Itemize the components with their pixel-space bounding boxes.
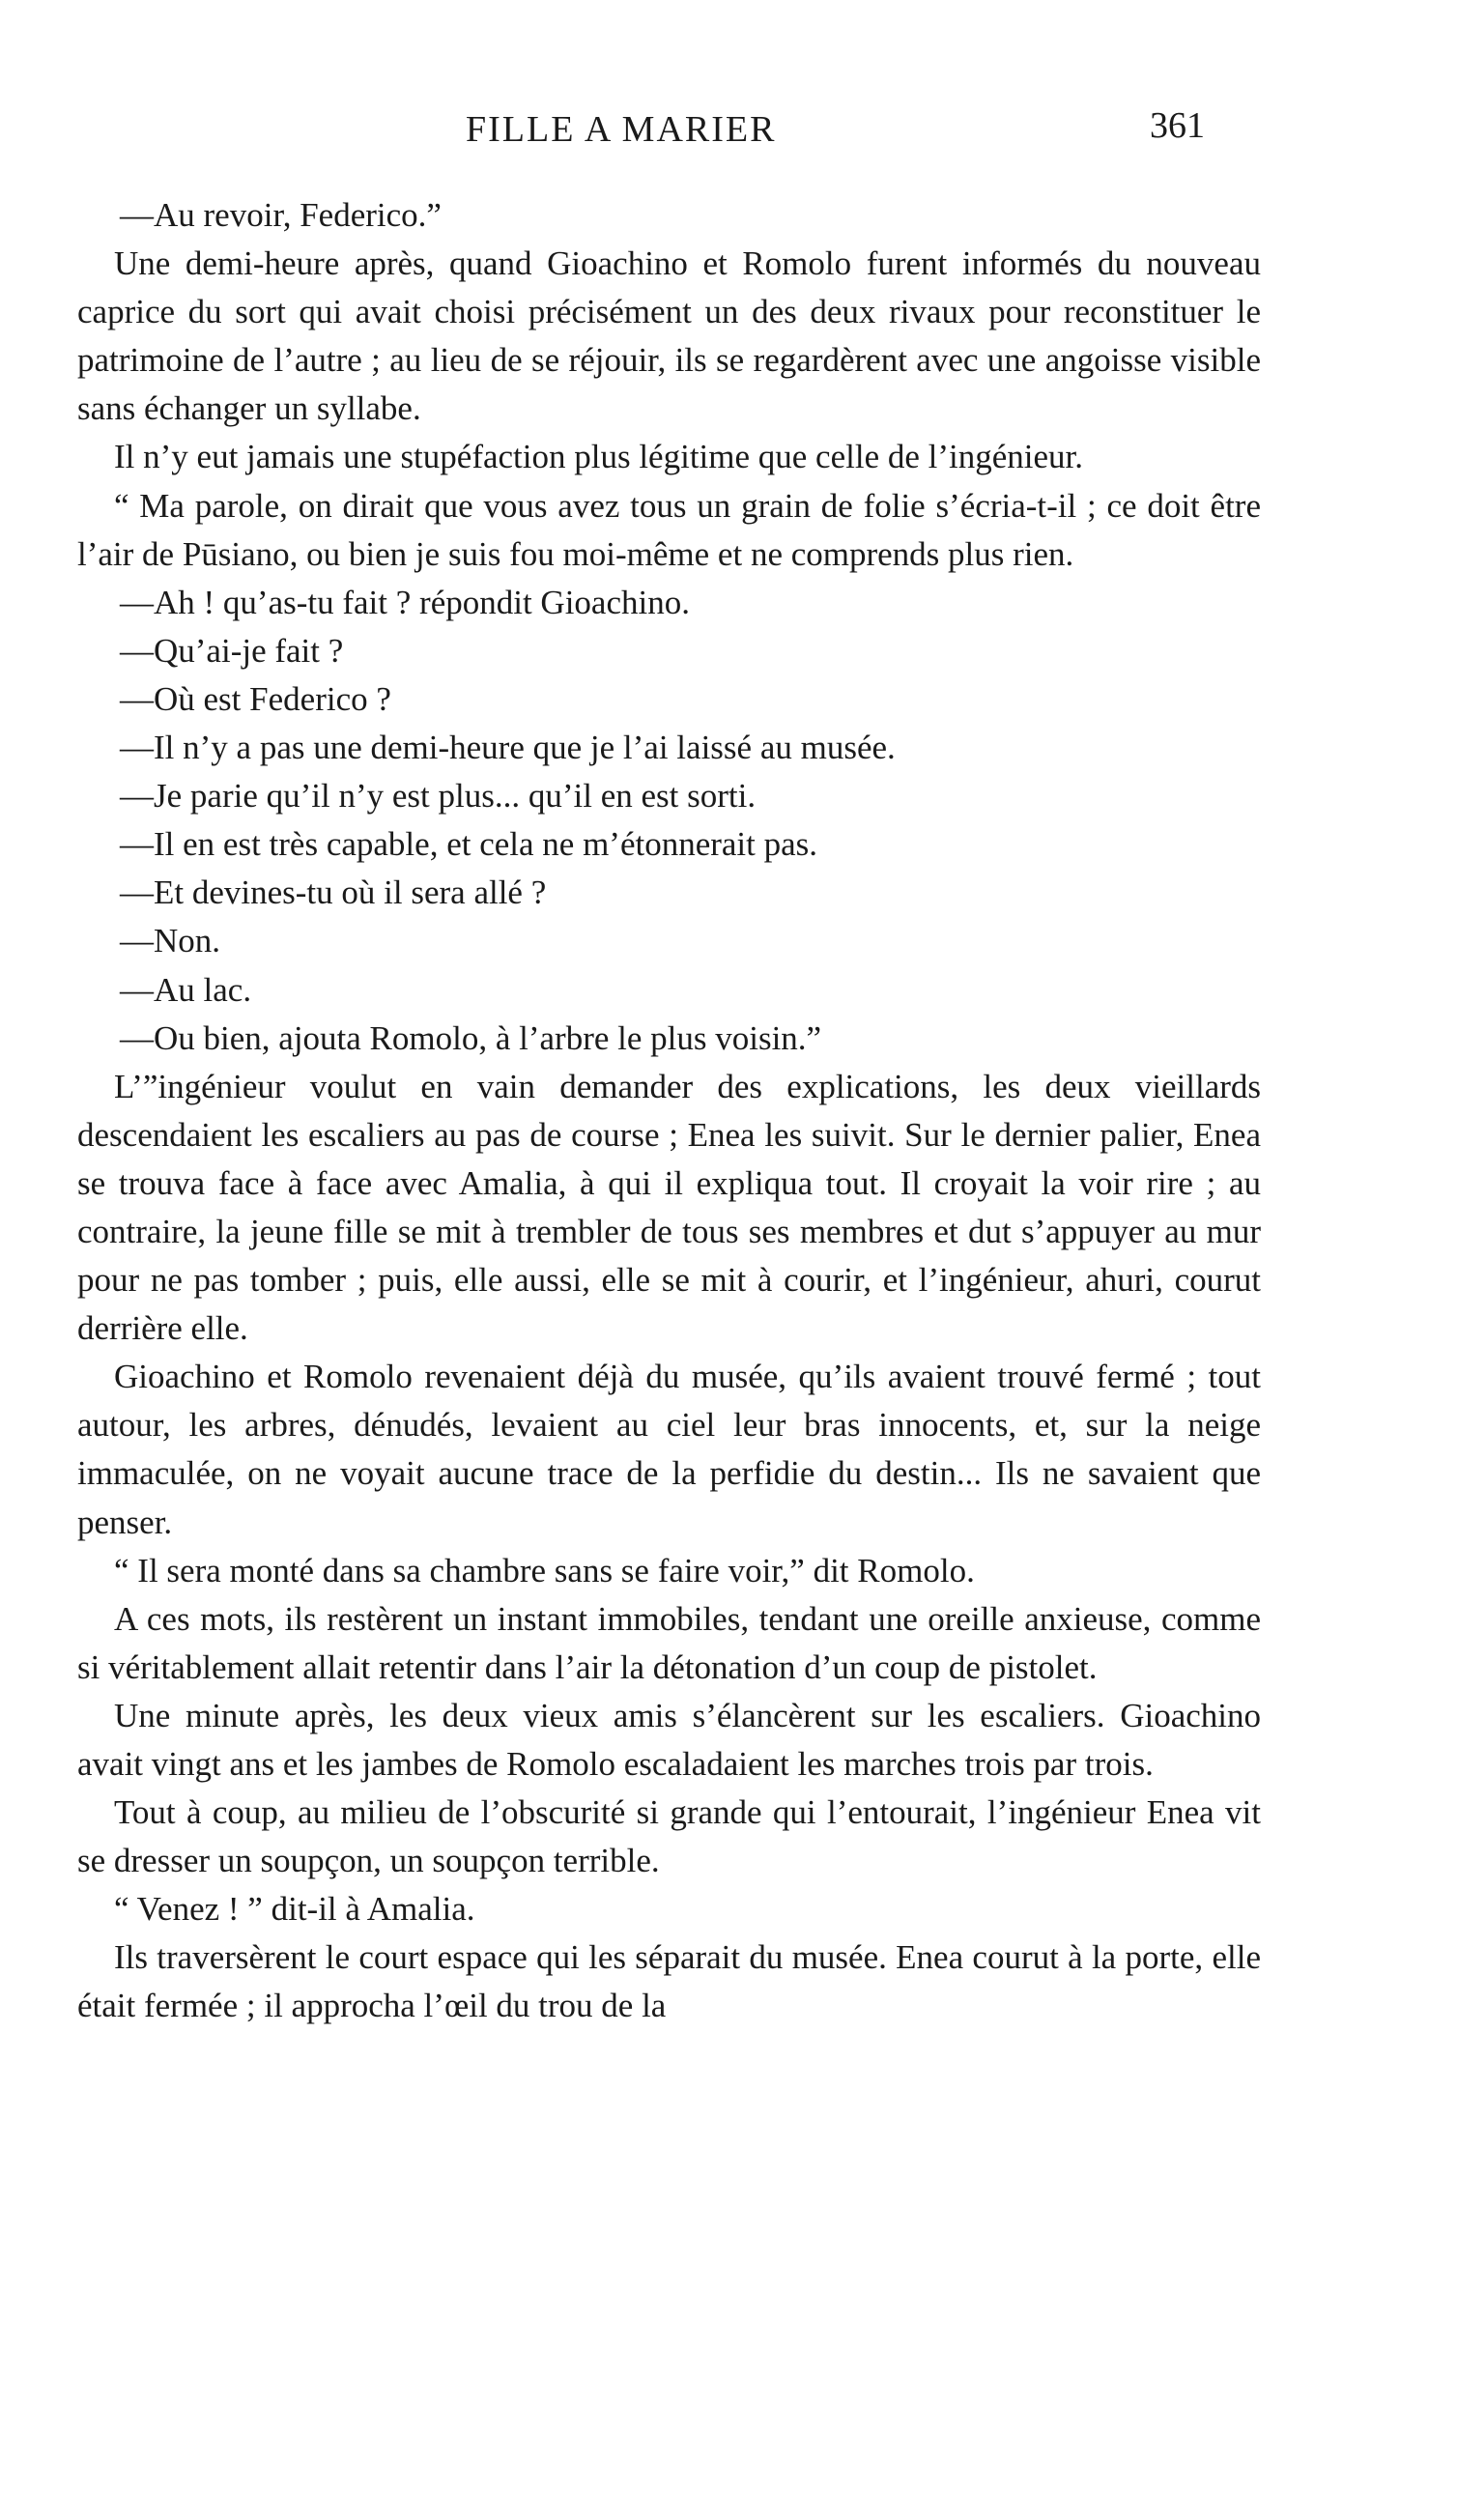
dialogue-line: —Ou bien, ajouta Romolo, à l’arbre le plus voisin.” <box>120 1018 822 1057</box>
running-title: FILLE A MARIER <box>466 109 777 150</box>
dialogue-line: —Il n’y a pas une demi-heure que je l’ai laissé au musée. <box>120 729 896 767</box>
dialogue-line: —Où est Federico ? <box>120 679 391 718</box>
paragraph: “ Ma parole, on dirait que vous avez tous un grain de folie s’écria-t-il ; ce doit être l’air de Pūsiano, ou bien je suis fou moi-même et ne comprends plus rien. <box>77 486 1261 573</box>
dialogue-line: —Il en est très capable, et cela ne m’étonnerait pas. <box>120 825 818 864</box>
paragraph: Gioachino et Romolo revenaient déjà du musée, qu’ils avaient trouvé fermé ; tout autour, les arbres, dénudés, levaient au ciel leur bras innocents, et, sur la neige immaculée, on ne voyait aucune trace de la perfidie du destin... Ils ne savaient que penser. <box>77 1358 1261 1541</box>
paragraph: L’”ingénieur voulut en vain demander des explications, les deux vieillards descendaient les escaliers au pas de course ; Enea les suivit. Sur le dernier palier, Enea se trouva face à face avec Amalia, à qui il expliqua tout. Il croyait la voir rire ; au contraire, la jeune fille se mit à trembler de tous ses membres et dut s’appuyer au mur pour ne pas tomber ; puis, elle aussi, elle se mit à courir, et l’ingénieur, ahuri, courut derrière elle. <box>77 1067 1261 1348</box>
paragraph: Il n’y eut jamais une stupéfaction plus légitime que celle de l’ingénieur. <box>114 438 1084 476</box>
paragraph: —Au revoir, Federico.” <box>120 196 442 234</box>
paragraph: Ils traversèrent le court espace qui les séparait du musée. Enea courut à la porte, elle était fermée ; il approcha l’œil du trou de la <box>77 1938 1261 2025</box>
paragraph: A ces mots, ils restèrent un instant immobiles, tendant une oreille anxieuse, comme si véritablement allait retentir dans l’air la détonation d’un coup de pistolet. <box>77 1599 1261 1686</box>
dialogue-line: —Et devines-tu où il sera allé ? <box>120 873 547 912</box>
running-head <box>0 105 1457 166</box>
dialogue-line: —Au lac. <box>120 970 252 1009</box>
paragraph: Une minute après, les deux vieux amis s’élancèrent sur les escaliers. Gioachino avait vingt ans et les jambes de Romolo escaladaient les marches trois par trois. <box>77 1696 1261 1783</box>
paragraph: Tout à coup, au milieu de l’obscurité si grande qui l’entourait, l’ingénieur Enea vit se dresser un soupçon, un soupçon terrible. <box>77 1793 1261 1880</box>
paragraph: Une demi-heure après, quand Gioachino et Romolo furent informés du nouveau caprice du sort qui avait choisi précisément un des deux rivaux pour reconstituer le patrimoine de l’autre ; au lieu de se réjouir, ils se regardèrent avec une angoisse visible sans échanger un syllabe. <box>77 244 1261 428</box>
dialogue-line: —Ah ! qu’as-tu fait ? répondit Gioachino. <box>120 583 690 621</box>
dialogue-line: —Non. <box>120 922 221 960</box>
paragraph: “ Venez ! ” dit-il à Amalia. <box>114 1890 475 1929</box>
dialogue-line: —Je parie qu’il n’y est plus... qu’il en est sorti. <box>120 777 757 816</box>
body-text <box>77 191 1261 2031</box>
paragraph: “ Il sera monté dans sa chambre sans se faire voir,” dit Romolo. <box>114 1551 975 1589</box>
dialogue-line: —Qu’ai-je fait ? <box>120 631 344 670</box>
page-number: 361 <box>1150 105 1205 146</box>
